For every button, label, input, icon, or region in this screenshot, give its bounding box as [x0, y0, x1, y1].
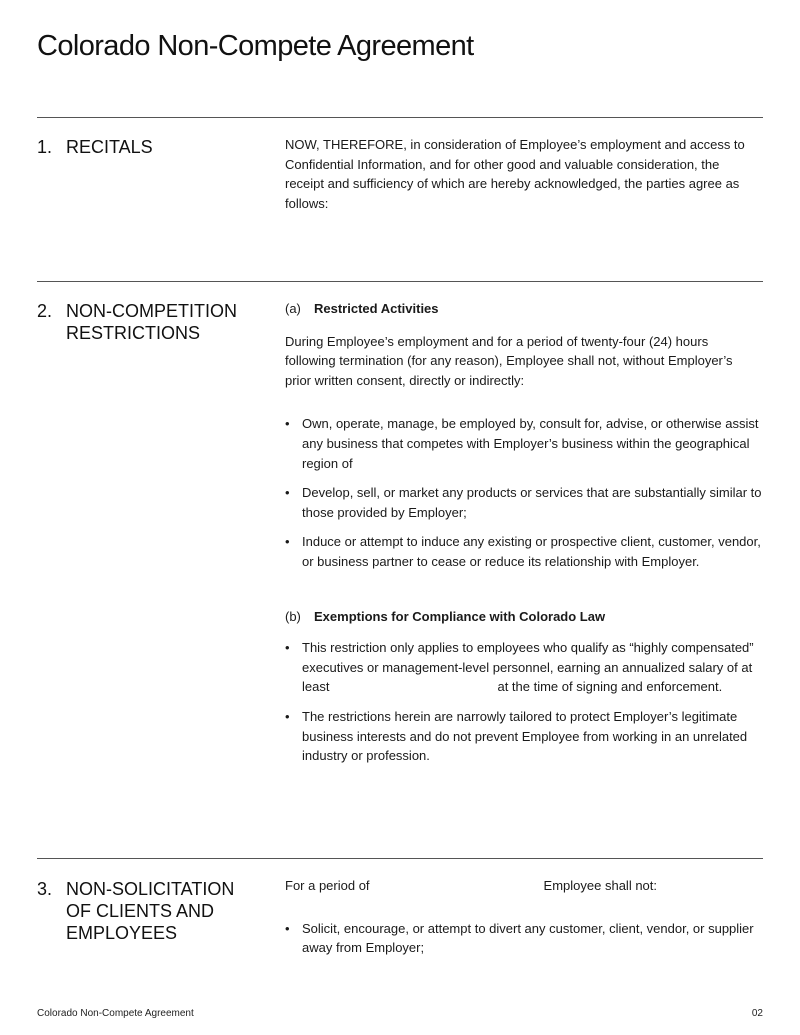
intro-text: Employee shall not:: [543, 878, 657, 893]
bullet-icon: •: [285, 708, 290, 724]
subsection-b-heading: [285, 607, 765, 627]
section-number: 1.: [37, 137, 53, 157]
section-number: 2.: [37, 301, 53, 321]
section-divider: [37, 281, 763, 282]
list-item-text: Own, operate, manage, be employed by, consult for, advise, or otherwise assist any business that competes with Employer’s business within the geographical region of: [302, 416, 759, 471]
bullet-icon: •: [285, 485, 290, 501]
section-3-body: [285, 876, 765, 968]
list-item: [285, 414, 765, 473]
section-2-body: [285, 299, 765, 776]
list-item-text: Develop, sell, or market any products or services that are substantially similar to those provided by Employer;: [302, 485, 762, 520]
list-item-text: at the time of signing and enforcement.: [497, 679, 723, 695]
bullet-icon: •: [285, 534, 290, 550]
list-item: [285, 483, 765, 522]
list-item: [285, 919, 765, 958]
subsection-title: Restricted Activities: [314, 301, 439, 316]
subsection-title: Exemptions for Compliance with Colorado Law: [314, 608, 606, 624]
list-item: [285, 638, 765, 697]
list-item-text: Induce or attempt to induce any existing or prospective client, customer, vendor, or business partner to cease or reduce its relationship with Employer.: [302, 534, 761, 569]
subsection-a-paragraph: During Employee’s employment and for a period of twenty-four (24) hours following termination (for any reason), Employee shall not, without Employer’s prior written consent, directly or indirectly:: [285, 333, 733, 388]
section-divider: [37, 858, 763, 859]
section-label: NON-COMPETITION RESTRICTIONS: [66, 301, 237, 343]
intro-text: For a period of: [285, 878, 370, 893]
subsection-letter: (a): [285, 301, 301, 316]
list-item-text: The restrictions herein are narrowly tailored to protect Employer’s legitimate business interests and do not prevent Employee from working in an unrelated industry or profession.: [302, 708, 748, 764]
list-item: [285, 532, 765, 571]
section-3-heading: [37, 878, 257, 944]
bullet-icon: •: [285, 920, 290, 936]
subsection-letter: (b): [285, 608, 301, 624]
subsection-a-heading: [285, 299, 765, 319]
footer-title: Colorado Non-Compete Agreement: [37, 1008, 194, 1019]
bullet-icon: •: [285, 640, 290, 656]
section-divider: [37, 117, 763, 118]
document-title: Colorado Non-Compete Agreement: [37, 30, 474, 62]
bullet-icon: •: [285, 416, 290, 432]
recitals-paragraph: NOW, THEREFORE, in consideration of Employee’s employment and access to Confidential Information, and for other good and valuable consideration, the receipt and sufficiency of which are hereby acknowledged, the parties agree as follows:: [285, 137, 745, 211]
list-item-text: This restriction only applies to employees who qualify as “highly compensated” executives or management-level personnel, earning an annualized salary of at least: [302, 640, 754, 695]
page-number: 02: [751, 1008, 763, 1019]
section-1-heading: [37, 136, 153, 158]
section-label: RECITALS: [66, 137, 153, 157]
list-item-text: Solicit, encourage, or attempt to divert any customer, client, vendor, or supplier away from Employer;: [302, 920, 754, 956]
section-label: NON-SOLICITATION OF CLIENTS AND EMPLOYEES: [66, 879, 235, 943]
section-number: 3.: [37, 879, 53, 899]
list-item: [285, 707, 765, 766]
section-2-heading: [37, 300, 257, 344]
section-3-intro: [285, 876, 765, 896]
